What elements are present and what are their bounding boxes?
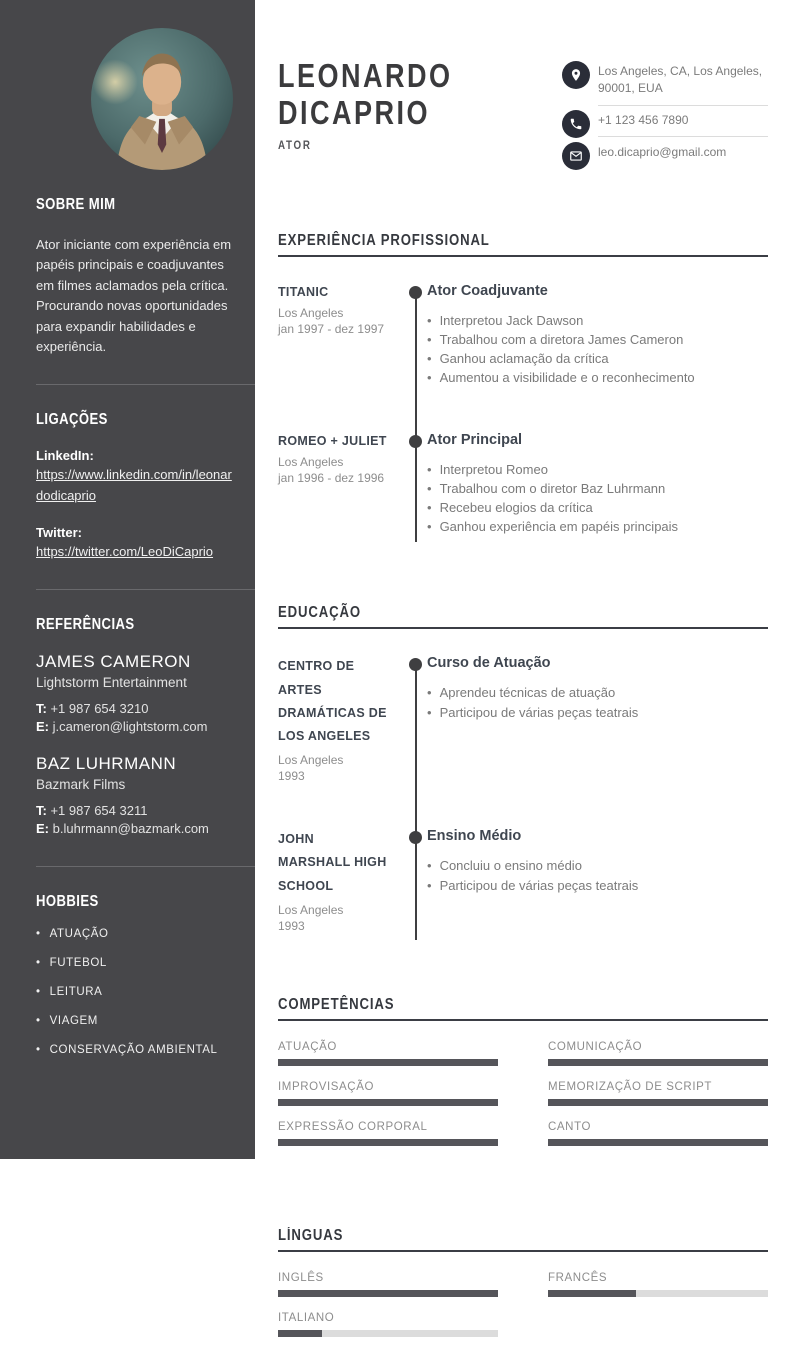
section-header: [278, 232, 768, 257]
link-item-twitter: [36, 525, 237, 562]
language-label: FRANCÊS: [548, 1272, 608, 1285]
skill-item: [278, 1121, 498, 1146]
hobbies-section: [36, 867, 237, 1056]
hobby-item: • ATUAÇÃO: [36, 928, 237, 940]
achievement-list: [427, 856, 638, 894]
skill-item: [278, 1041, 498, 1066]
reference-name: BAZ LUHRMANN: [36, 754, 177, 774]
skill-bar-fill: [548, 1059, 768, 1066]
company-name: TITANIC: [278, 284, 329, 299]
link-label: LinkedIn:: [36, 448, 94, 464]
entry-content: [427, 655, 638, 784]
reference-item: [36, 754, 237, 838]
phone-label: T:: [36, 803, 47, 819]
skill-item: [548, 1041, 768, 1066]
links-title: LIGAÇÕES: [36, 411, 108, 429]
skills-title: COMPETÊNCIAS: [278, 996, 395, 1014]
link-label: Twitter:: [36, 524, 82, 540]
achievement-item: • Trabalhou com o diretor Baz Luhrmann: [427, 479, 678, 498]
skill-bar: [548, 1139, 768, 1146]
achievement-item: • Participou de várias peças teatrais: [427, 703, 638, 722]
entry-content: [427, 828, 638, 934]
languages-title: LÍNGUAS: [278, 1227, 344, 1245]
skill-bar-fill: [278, 1139, 498, 1146]
entry-meta: [278, 432, 388, 537]
contact-row-phone: [562, 108, 768, 138]
language-bar: [278, 1290, 498, 1297]
language-item: [548, 1272, 768, 1297]
skill-bar-fill: [278, 1059, 498, 1066]
achievement-item: • Interpretou Romeo: [427, 460, 678, 479]
entry-meta: [278, 828, 388, 934]
references-section: [36, 590, 237, 839]
skill-bar: [548, 1099, 768, 1106]
timeline-dot: [409, 286, 422, 299]
skill-item: [278, 1081, 498, 1106]
skill-bar-fill: [278, 1099, 498, 1106]
language-bar: [278, 1330, 498, 1337]
education-entry: [278, 655, 768, 784]
contact-block: [562, 59, 768, 172]
sidebar: [0, 0, 255, 1159]
languages-grid: [278, 1272, 768, 1352]
achievement-item: • Ganhou aclamação da crítica: [427, 349, 695, 368]
location-icon: [562, 61, 590, 89]
entry-meta: [278, 655, 388, 784]
language-label: ITALIANO: [278, 1312, 335, 1325]
skill-label: IMPROVISAÇÃO: [278, 1081, 375, 1094]
education-timeline: [278, 655, 768, 940]
company-name: ROMEO + JULIET: [278, 433, 387, 448]
reference-item: [36, 652, 237, 736]
section-header: [278, 1227, 768, 1252]
language-label: INGLÊS: [278, 1272, 324, 1285]
header: [278, 57, 768, 172]
skill-label: CANTO: [548, 1121, 592, 1134]
achievement-item: • Concluiu o ensino médio: [427, 856, 638, 875]
entry-location: Los Angeles: [278, 902, 344, 917]
entry-location: Los Angeles: [278, 752, 344, 767]
profile-photo-illustration: [91, 28, 233, 170]
skill-bar: [278, 1099, 498, 1106]
skill-item: [548, 1081, 768, 1106]
timeline-dot: [409, 831, 422, 844]
education-entry: [278, 828, 768, 934]
entry-location-dates: [278, 902, 388, 934]
contact-row-email: [562, 140, 768, 170]
skill-label: EXPRESSÃO CORPORAL: [278, 1121, 428, 1134]
school-name: JOHN MARSHALL HIGH SCHOOL: [278, 832, 387, 893]
achievement-list: [427, 683, 638, 721]
phone-icon: [562, 110, 590, 138]
job-role: ATOR: [278, 140, 312, 152]
references-title: REFERÊNCIAS: [36, 615, 135, 633]
reference-contact: [36, 802, 237, 838]
achievement-item: • Aprendeu técnicas de atuação: [427, 683, 638, 702]
reference-email: j.cameron@lightstorm.com: [52, 719, 208, 735]
reference-company: Bazmark Films: [36, 777, 126, 793]
achievement-list: [427, 460, 678, 537]
contact-row-location: [562, 59, 768, 106]
phone-label: T:: [36, 700, 47, 716]
reference-contact: [36, 700, 237, 736]
email-icon: [562, 142, 590, 170]
contact-email: leo.dicaprio@gmail.com: [598, 144, 727, 159]
reference-phone: +1 987 654 3211: [50, 803, 148, 819]
job-title: Ator Coadjuvante: [427, 282, 548, 299]
achievement-list: [427, 311, 695, 388]
entry-dates: jan 1997 - dez 1997: [278, 321, 385, 336]
achievement-item: • Participou de várias peças teatrais: [427, 876, 638, 895]
timeline-dot: [409, 658, 422, 671]
resume-main: [255, 0, 794, 1325]
school-name: CENTRO DE ARTES DRAMÁTICAS DE LOS ANGELES: [278, 659, 387, 743]
entry-meta: [278, 283, 388, 388]
achievement-item: • Interpretou Jack Dawson: [427, 311, 695, 330]
language-bar-fill: [278, 1330, 322, 1337]
achievement-item: • Aumentou a visibilidade e o reconhecimento: [427, 368, 695, 387]
experience-title: EXPERIÊNCIA PROFISSIONAL: [278, 231, 490, 249]
skill-bar: [278, 1139, 498, 1146]
reference-name: JAMES CAMERON: [36, 651, 191, 671]
job-title: Ator Principal: [427, 431, 523, 448]
linkedin-link[interactable]: https://www.linkedin.com/in/leonardodicaprio: [36, 467, 232, 503]
about-section: [36, 170, 237, 357]
entry-dates: 1993: [278, 769, 305, 784]
skill-label: MEMORIZAÇÃO DE SCRIPT: [548, 1081, 713, 1094]
skill-item: [548, 1121, 768, 1146]
language-bar: [548, 1290, 768, 1297]
reference-email: b.luhrmann@bazmark.com: [52, 821, 209, 837]
entry-location-dates: [278, 752, 388, 784]
page-title: [278, 57, 453, 131]
contact-location: Los Angeles, CA, Los Angeles, 90001, EUA: [598, 59, 768, 106]
experience-timeline: [278, 283, 768, 543]
language-bar-fill: [278, 1290, 498, 1297]
degree-title: Curso de Atuação: [427, 655, 551, 672]
email-label: E:: [36, 821, 49, 837]
experience-entry: [278, 432, 768, 537]
twitter-link[interactable]: https://twitter.com/LeoDiCaprio: [36, 543, 214, 559]
entry-content: [427, 432, 678, 537]
last-name: DICAPRIO: [278, 94, 430, 131]
entry-dates: jan 1996 - dez 1996: [278, 470, 385, 485]
skills-grid: [278, 1041, 768, 1161]
reference-company: Lightstorm Entertainment: [36, 674, 187, 690]
profile-photo: [91, 28, 233, 170]
links-section: [36, 385, 237, 561]
email-label: E:: [36, 719, 49, 735]
hobby-item: • LEITURA: [36, 986, 237, 998]
degree-title: Ensino Médio: [427, 828, 522, 845]
entry-dates: 1993: [278, 918, 305, 933]
achievement-item: • Recebeu elogios da crítica: [427, 498, 678, 517]
skill-bar-fill: [548, 1139, 768, 1146]
contact-phone: +1 123 456 7890: [598, 108, 768, 138]
achievement-item: • Trabalhou com a diretora James Cameron: [427, 330, 695, 349]
about-text: Ator iniciante com experiência em papéis principais e coadjuvantes em filmes aclamados pela crítica. Procurando novas oportunidades para expandir habilidades e experiência.: [36, 237, 232, 355]
entry-location: Los Angeles: [278, 305, 344, 320]
language-bar-fill: [548, 1290, 636, 1297]
experience-section: [278, 232, 768, 543]
hobbies-title: HOBBIES: [36, 892, 99, 910]
skill-bar-fill: [548, 1099, 768, 1106]
entry-content: [427, 283, 695, 388]
name-block: [278, 57, 491, 172]
section-header: [278, 604, 768, 629]
entry-location: Los Angeles: [278, 454, 344, 469]
first-name: LEONARDO: [278, 57, 453, 94]
hobby-item: • VIAGEM: [36, 1015, 237, 1027]
achievement-item: • Ganhou experiência em papéis principais: [427, 517, 678, 536]
language-item: [278, 1312, 498, 1337]
experience-entry: [278, 283, 768, 388]
skill-label: ATUAÇÃO: [278, 1041, 337, 1054]
skill-bar: [278, 1059, 498, 1066]
education-section: [278, 604, 768, 940]
language-item: [278, 1272, 498, 1297]
hobby-list: [36, 928, 237, 1056]
skills-section: [278, 996, 768, 1161]
hobby-item: • CONSERVAÇÃO AMBIENTAL: [36, 1044, 237, 1056]
link-item-linkedin: [36, 448, 237, 505]
about-title: SOBRE MIM: [36, 196, 116, 213]
skill-bar: [548, 1059, 768, 1066]
timeline-dot: [409, 435, 422, 448]
entry-location-dates: [278, 454, 388, 486]
hobby-item: • FUTEBOL: [36, 957, 237, 969]
languages-section: [278, 1227, 768, 1352]
education-title: EDUCAÇÃO: [278, 604, 361, 622]
entry-location-dates: [278, 305, 388, 337]
section-header: [278, 996, 768, 1021]
skill-label: COMUNICAÇÃO: [548, 1041, 643, 1054]
reference-phone: +1 987 654 3210: [50, 700, 149, 716]
